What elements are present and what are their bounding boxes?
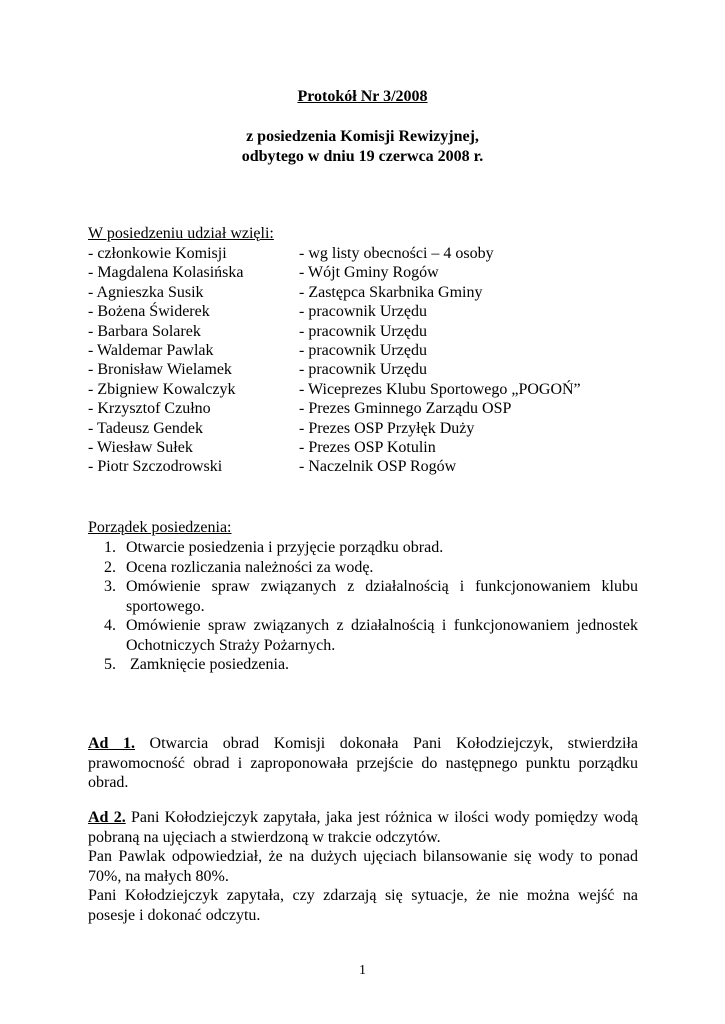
ad2-text1: Pani Kołodziejczyk zapytała, jaka jest różnica w ilości wody pomiędzy wodą pobraną na ujęciach a stwierdzoną w trakcie odczytów.: [88, 809, 639, 846]
attendee-role: - Wójt Gminy Rogów: [299, 264, 439, 282]
attendee-name: - Zbigniew Kowalczyk: [88, 380, 236, 398]
agenda-item-number: 2.: [104, 558, 116, 576]
document-subtitle-line1: z posiedzenia Komisji Rewizyjnej,: [246, 128, 479, 145]
attendee-name: - Magdalena Kolasińska: [88, 264, 244, 282]
attendee-row: [88, 438, 648, 457]
ad1-label: Ad 1.: [88, 735, 135, 752]
attendee-row: [88, 399, 648, 418]
agenda-item-number: 1.: [104, 539, 116, 556]
attendee-row: [88, 341, 648, 360]
attendee-role: - pracownik Urzędu: [299, 341, 427, 359]
agenda-item-text: Omówienie spraw związanych z działalnością i funkcjonowaniem jednostek Ochotniczych Straży Pożarnych.: [126, 617, 638, 654]
ad2-paragraph-3: [88, 886, 638, 925]
agenda-list: [104, 538, 638, 675]
ad2-paragraph-2: [88, 847, 638, 886]
attendee-name: - członkowie Komisji: [88, 245, 227, 262]
agenda-item: [104, 558, 638, 578]
agenda-heading: Porządek posiedzenia:: [88, 519, 232, 536]
attendee-name: - Bronisław Wielamek: [88, 361, 232, 379]
attendance-list: [88, 244, 648, 477]
agenda-item-text: Omówienie spraw związanych z działalnością i funkcjonowaniem klubu sportowego.: [126, 578, 638, 615]
attendee-role: - Prezes OSP Kotulin: [299, 438, 436, 456]
attendee-role: - pracownik Urzędu: [299, 361, 427, 379]
agenda-item-number: 4.: [104, 617, 116, 634]
attendee-name: - Waldemar Pawlak: [88, 341, 214, 359]
attendee-row: [88, 457, 648, 476]
attendee-name: - Tadeusz Gendek: [88, 419, 203, 437]
attendance-heading: W posiedzeniu udział wzięli:: [88, 225, 274, 242]
agenda-item: [104, 538, 638, 558]
attendee-role: - Wiceprezes Klubu Sportowego „POGOŃ”: [299, 380, 581, 398]
document-title: Protokół Nr 3/2008: [297, 88, 428, 105]
attendee-name: - Krzysztof Czułno: [88, 400, 211, 418]
attendee-name: - Wiesław Sułek: [88, 438, 193, 456]
agenda-item: [104, 655, 638, 675]
agenda-item-text: Otwarcie posiedzenia i przyjęcie porządku obrad.: [126, 539, 444, 556]
attendee-role: - Naczelnik OSP Rogów: [299, 458, 457, 476]
agenda-item-number: 5.: [104, 656, 116, 673]
attendee-row: [88, 322, 648, 341]
ad2-label: Ad 2.: [88, 809, 126, 826]
agenda-item-text: Ocena rozliczania należności za wodę.: [126, 558, 374, 576]
ad1-paragraph: [88, 734, 638, 793]
attendee-role: - wg listy obecności – 4 osoby: [299, 245, 494, 262]
document-subtitle-line2: odbytego w dniu 19 czerwca 2008 r.: [241, 148, 484, 165]
attendee-row: [88, 244, 648, 263]
attendee-name: - Agnieszka Susik: [88, 283, 204, 301]
attendee-row: [88, 360, 648, 379]
ad2-text2: Pan Pawlak odpowiedział, że na dużych ujęciach bilansowanie się wody to ponad 70%, na małych 80%.: [88, 848, 638, 885]
attendee-role: - pracownik Urzędu: [299, 303, 427, 321]
agenda-item-text: Zamknięcie posiedzenia.: [130, 656, 290, 673]
attendee-row: [88, 302, 648, 321]
agenda-item: [104, 577, 638, 616]
ad1-text: Otwarcia obrad Komisji dokonała Pani Kołodziejczyk, stwierdziła prawomocność obrad i zaproponowała przejście do następnego punktu porządku obrad.: [88, 735, 639, 791]
attendee-name: - Barbara Solarek: [88, 322, 201, 340]
ad2-text3: Pani Kołodziejczyk zapytała, czy zdarzają się sytuacje, że nie można wejść na posesje i dokonać odczytu.: [88, 887, 638, 924]
attendee-name: - Bożena Świderek: [88, 303, 210, 321]
page-number: 1: [359, 963, 366, 978]
attendee-name: - Piotr Szczodrowski: [88, 458, 223, 476]
attendee-role: - Prezes Gminnego Zarządu OSP: [299, 400, 512, 418]
attendee-role: - Prezes OSP Przyłęk Duży: [299, 419, 475, 437]
attendee-row: [88, 419, 648, 438]
agenda-item: [104, 616, 638, 655]
ad2-paragraph: [88, 808, 638, 847]
attendee-row: [88, 380, 648, 399]
attendee-role: - pracownik Urzędu: [299, 322, 427, 340]
agenda-item-number: 3.: [104, 578, 116, 595]
attendee-row: [88, 283, 648, 302]
attendee-row: [88, 263, 648, 282]
attendee-role: - Zastępca Skarbnika Gminy: [299, 283, 483, 301]
